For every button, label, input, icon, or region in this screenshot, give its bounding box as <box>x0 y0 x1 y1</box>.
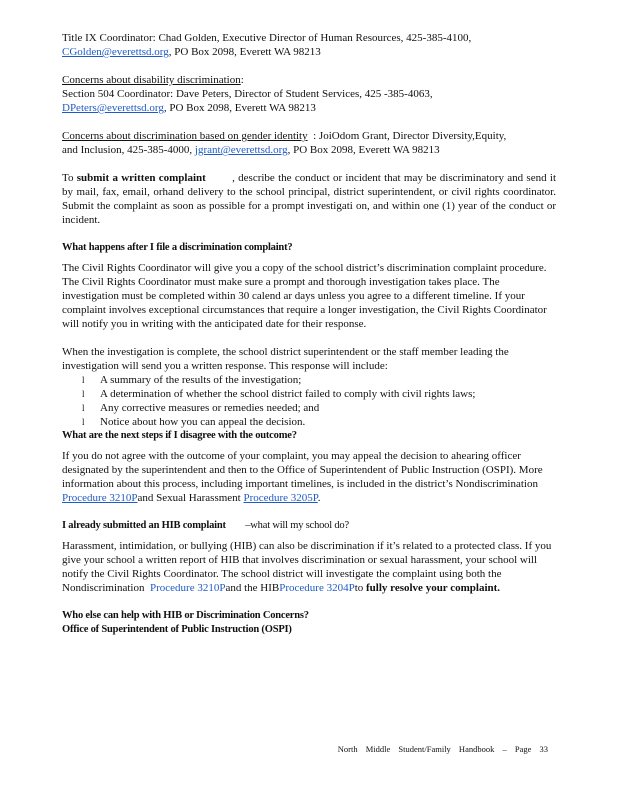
file-complaint-paragraph: The Civil Rights Coordinator will give you a copy of the school district’s discrimination complaint procedure. The Civil Rights Coordinator must make sure a prompt and thorough investigation takes place. The investigation must be completed within 30 calend ar days unless you agree to a different timeline. If your complaint involves exceptional circumstances that require a longer investigation, the Civil Rights Coordinator will notify you in writing with the anticipated date for their response. <box>62 262 547 330</box>
fully-resolve-text: fully resolve your complaint. <box>366 582 501 594</box>
procedure-3210p-link[interactable]: Procedure 3210P <box>62 492 138 504</box>
gender-heading: Concerns about discrimination based on gender identity <box>62 130 308 142</box>
disability-address: , PO Box 2098, Everett WA 98213 <box>163 102 316 114</box>
bullet-marker: l <box>82 403 85 413</box>
response-list <box>62 373 556 429</box>
bullet-marker: l <box>82 389 85 399</box>
hib-procedure-3210p-link[interactable]: Procedure 3210P <box>150 582 226 594</box>
ospi-heading: Office of Superintendent of Public Instruction (OSPI) <box>62 624 292 635</box>
disagree-heading: What are the next steps if I disagree with the outcome? <box>62 430 297 441</box>
hib-paragraph: Harassment, intimidation, or bullying (HIB) can also be discrimination if it’s related to a protected class. If you give your school a written report of HIB that involves discrimination or sexual harassment, your school will notify the Civil Rights Coordinator. The school district will investigate the complaint using both the Nondiscrimination Procedure 3210Pand the HIBProcedure 3204Pto fully resolve your complaint. <box>62 540 552 594</box>
investigation-complete-paragraph: When the investigation is complete, the school district superintendent or the staff member leading the investigation will send you a written response. This response will include: <box>62 346 509 372</box>
submit-complaint-paragraph: To submit a written complaint , describe the conduct or incident that may be discriminatory and send it by mail, fax, email, orhand delivery to the school principal, district superintendent, or civil rights coordinator. Submit the complaint as soon as possible for a prompt investigati on, and within one (1) year of the conduct or incident. <box>62 172 556 226</box>
disagree-paragraph: If you do not agree with the outcome of your complaint, you may appeal the decision to ahearing officer designated by the superintendent and then to the Office of Superintendent of Public Instruction (OSPI). More information about this process, including important timelines, is included in the district’s Nondiscrimination Procedure 3210Pand Sexual Harassment Procedure 3205P. <box>62 450 543 504</box>
list-item: l A summary of the results of the investigation; <box>82 374 302 386</box>
submit-complaint-bold: submit a written complaint <box>76 172 206 184</box>
disability-email-link[interactable]: DPeters@everettsd.org <box>62 102 164 114</box>
bullet-marker: l <box>82 417 85 427</box>
page-footer: North Middle Student/Family Handbook – Page 33 <box>337 744 548 754</box>
title-ix-line: Title IX Coordinator: Chad Golden, Executive Director of Human Resources, 425-385-4100, <box>62 32 472 44</box>
hib-heading: I already submitted an HIB complaint –what will my school do? <box>62 520 349 531</box>
file-complaint-heading: What happens after I file a discrimination complaint? <box>62 242 293 253</box>
gender-email-link[interactable]: jgrant@everettsd.org <box>194 144 288 156</box>
disability-section: Concerns about disability discrimination: Section 504 Coordinator: Dave Peters, Director of Student Services, 425 -385-4063, DPeters@everettsd.org, PO Box 2098, Everett WA 98213 <box>62 73 556 115</box>
title-ix-email-link[interactable]: CGolden@everettsd.org <box>62 46 169 58</box>
procedure-3205p-link[interactable]: Procedure 3205P <box>243 492 318 504</box>
disability-heading: Concerns about disability discrimination <box>62 74 241 86</box>
bullet-marker: l <box>82 375 85 385</box>
title-ix-address: , PO Box 2098, Everett WA 98213 <box>168 46 321 58</box>
section-504-line: Section 504 Coordinator: Dave Peters, Director of Student Services, 425 -385-4063, <box>62 88 433 100</box>
list-item: l Any corrective measures or remedies needed; and <box>82 402 320 414</box>
procedure-3204p-link[interactable]: Procedure 3204P <box>279 582 355 594</box>
who-else-heading: Who else can help with HIB or Discrimination Concerns? <box>62 610 309 621</box>
list-item: l A determination of whether the school district failed to comply with civil rights laws; <box>82 388 476 400</box>
title-ix-section <box>62 31 556 59</box>
gender-section: Concerns about discrimination based on gender identity : JoiOdom Grant, Director Diversity,Equity, and Inclusion, 425-385-4000, jgrant@everettsd.org, PO Box 2098, Everett WA 98213 <box>62 130 507 156</box>
list-item: l Notice about how you can appeal the decision. <box>82 416 306 428</box>
